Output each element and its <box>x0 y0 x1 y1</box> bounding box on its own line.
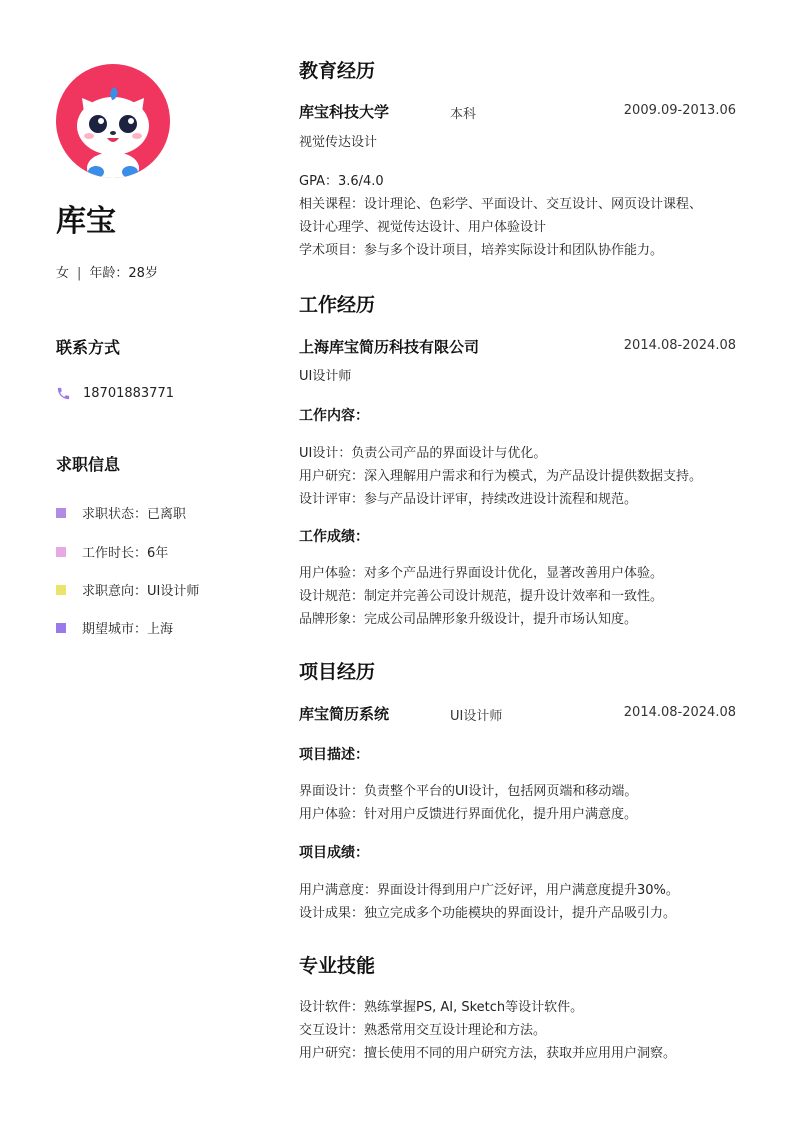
work-results-heading: 工作成绩： <box>299 529 369 545</box>
project-entry <box>299 703 736 725</box>
skill-line: 用户研究：擅长使用不同的用户研究方法，获取并应用用户洞察。 <box>299 1046 677 1061</box>
work-content-heading: 工作内容： <box>299 408 369 424</box>
expected-city: 期望城市：上海 <box>82 622 174 637</box>
company-name: 上海库宝简历科技有限公司 <box>299 338 480 356</box>
job-intent-row <box>56 580 199 599</box>
candidate-name: 库宝 <box>56 204 116 239</box>
education-title: 教育经历 <box>299 60 376 82</box>
education-line: GPA：3.6/4.0 <box>299 174 384 189</box>
cat-mascot-icon <box>56 64 170 178</box>
basic-info <box>56 262 158 281</box>
project-result-line: 设计成果：独立完成多个功能模块的界面设计，提升产品吸引力。 <box>299 906 677 921</box>
work-date: 2014.08-2024.08 <box>623 338 736 353</box>
education-entry <box>299 101 736 123</box>
info-separator: | <box>77 266 82 281</box>
project-title: 项目经历 <box>299 661 376 683</box>
work-content-line: UI设计：负责公司产品的界面设计与优化。 <box>299 446 547 461</box>
work-result-line: 设计规范：制定并完善公司设计规范，提升设计效率和一致性。 <box>299 589 664 604</box>
major: 视觉传达设计 <box>299 135 378 150</box>
job-status-row <box>56 503 186 522</box>
work-title: 工作经历 <box>299 294 376 316</box>
project-desc-line: 界面设计：负责整个平台的UI设计，包括网页端和移动端。 <box>299 784 638 799</box>
expected-city-row <box>56 618 173 637</box>
work-entry <box>299 336 736 358</box>
project-desc-line: 用户体验：针对用户反馈进行界面优化，提升用户满意度。 <box>299 807 638 822</box>
work-result-line: 品牌形象：完成公司品牌形象升级设计，提升市场认知度。 <box>299 612 638 627</box>
violet-square-icon <box>56 623 66 633</box>
skill-line: 交互设计：熟悉常用交互设计理论和方法。 <box>299 1023 547 1038</box>
project-name: 库宝简历系统 <box>299 705 390 723</box>
skill-line: 设计软件：熟练掌握PS, AI, Sketch等设计软件。 <box>299 1000 584 1015</box>
project-results-heading: 项目成绩： <box>299 845 369 861</box>
work-years: 工作时长：6年 <box>82 546 169 561</box>
age: 年龄：28岁 <box>89 266 158 281</box>
phone-icon <box>56 386 71 401</box>
project-date: 2014.08-2024.08 <box>623 705 736 720</box>
education-date: 2009.09-2013.06 <box>623 103 736 118</box>
job-status: 求职状态：已离职 <box>82 507 187 522</box>
work-content-line: 用户研究：深入理解用户需求和行为模式，为产品设计提供数据支持。 <box>299 469 703 484</box>
pink-square-icon <box>56 547 66 557</box>
purple-square-icon <box>56 508 66 518</box>
education-line: 学术项目：参与多个设计项目，培养实际设计和团队协作能力。 <box>299 243 664 258</box>
job-intent: 求职意向：UI设计师 <box>82 584 200 599</box>
gender: 女 <box>56 266 70 281</box>
phone-row <box>56 386 174 401</box>
work-content-line: 设计评审：参与产品设计评审，持续改进设计流程和规范。 <box>299 492 638 507</box>
project-result-line: 用户满意度：界面设计得到用户广泛好评，用户满意度提升30%。 <box>299 883 679 898</box>
skills-title: 专业技能 <box>299 955 376 977</box>
work-role: UI设计师 <box>299 369 352 384</box>
avatar <box>56 64 170 178</box>
yellow-square-icon <box>56 585 66 595</box>
education-line: 相关课程：设计理论、色彩学、平面设计、交互设计、网页设计课程、 <box>299 197 703 212</box>
work-years-row <box>56 542 168 561</box>
job-info-heading: 求职信息 <box>56 455 121 474</box>
project-desc-heading: 项目描述： <box>299 747 369 763</box>
contact-heading: 联系方式 <box>56 338 121 357</box>
project-role: UI设计师 <box>450 709 503 724</box>
education-line: 设计心理学、视觉传达设计、用户体验设计 <box>299 220 547 235</box>
phone-number: 18701883771 <box>83 386 174 401</box>
work-result-line: 用户体验：对多个产品进行界面设计优化，显著改善用户体验。 <box>299 566 664 581</box>
degree: 本科 <box>450 107 477 122</box>
school-name: 库宝科技大学 <box>299 103 390 121</box>
